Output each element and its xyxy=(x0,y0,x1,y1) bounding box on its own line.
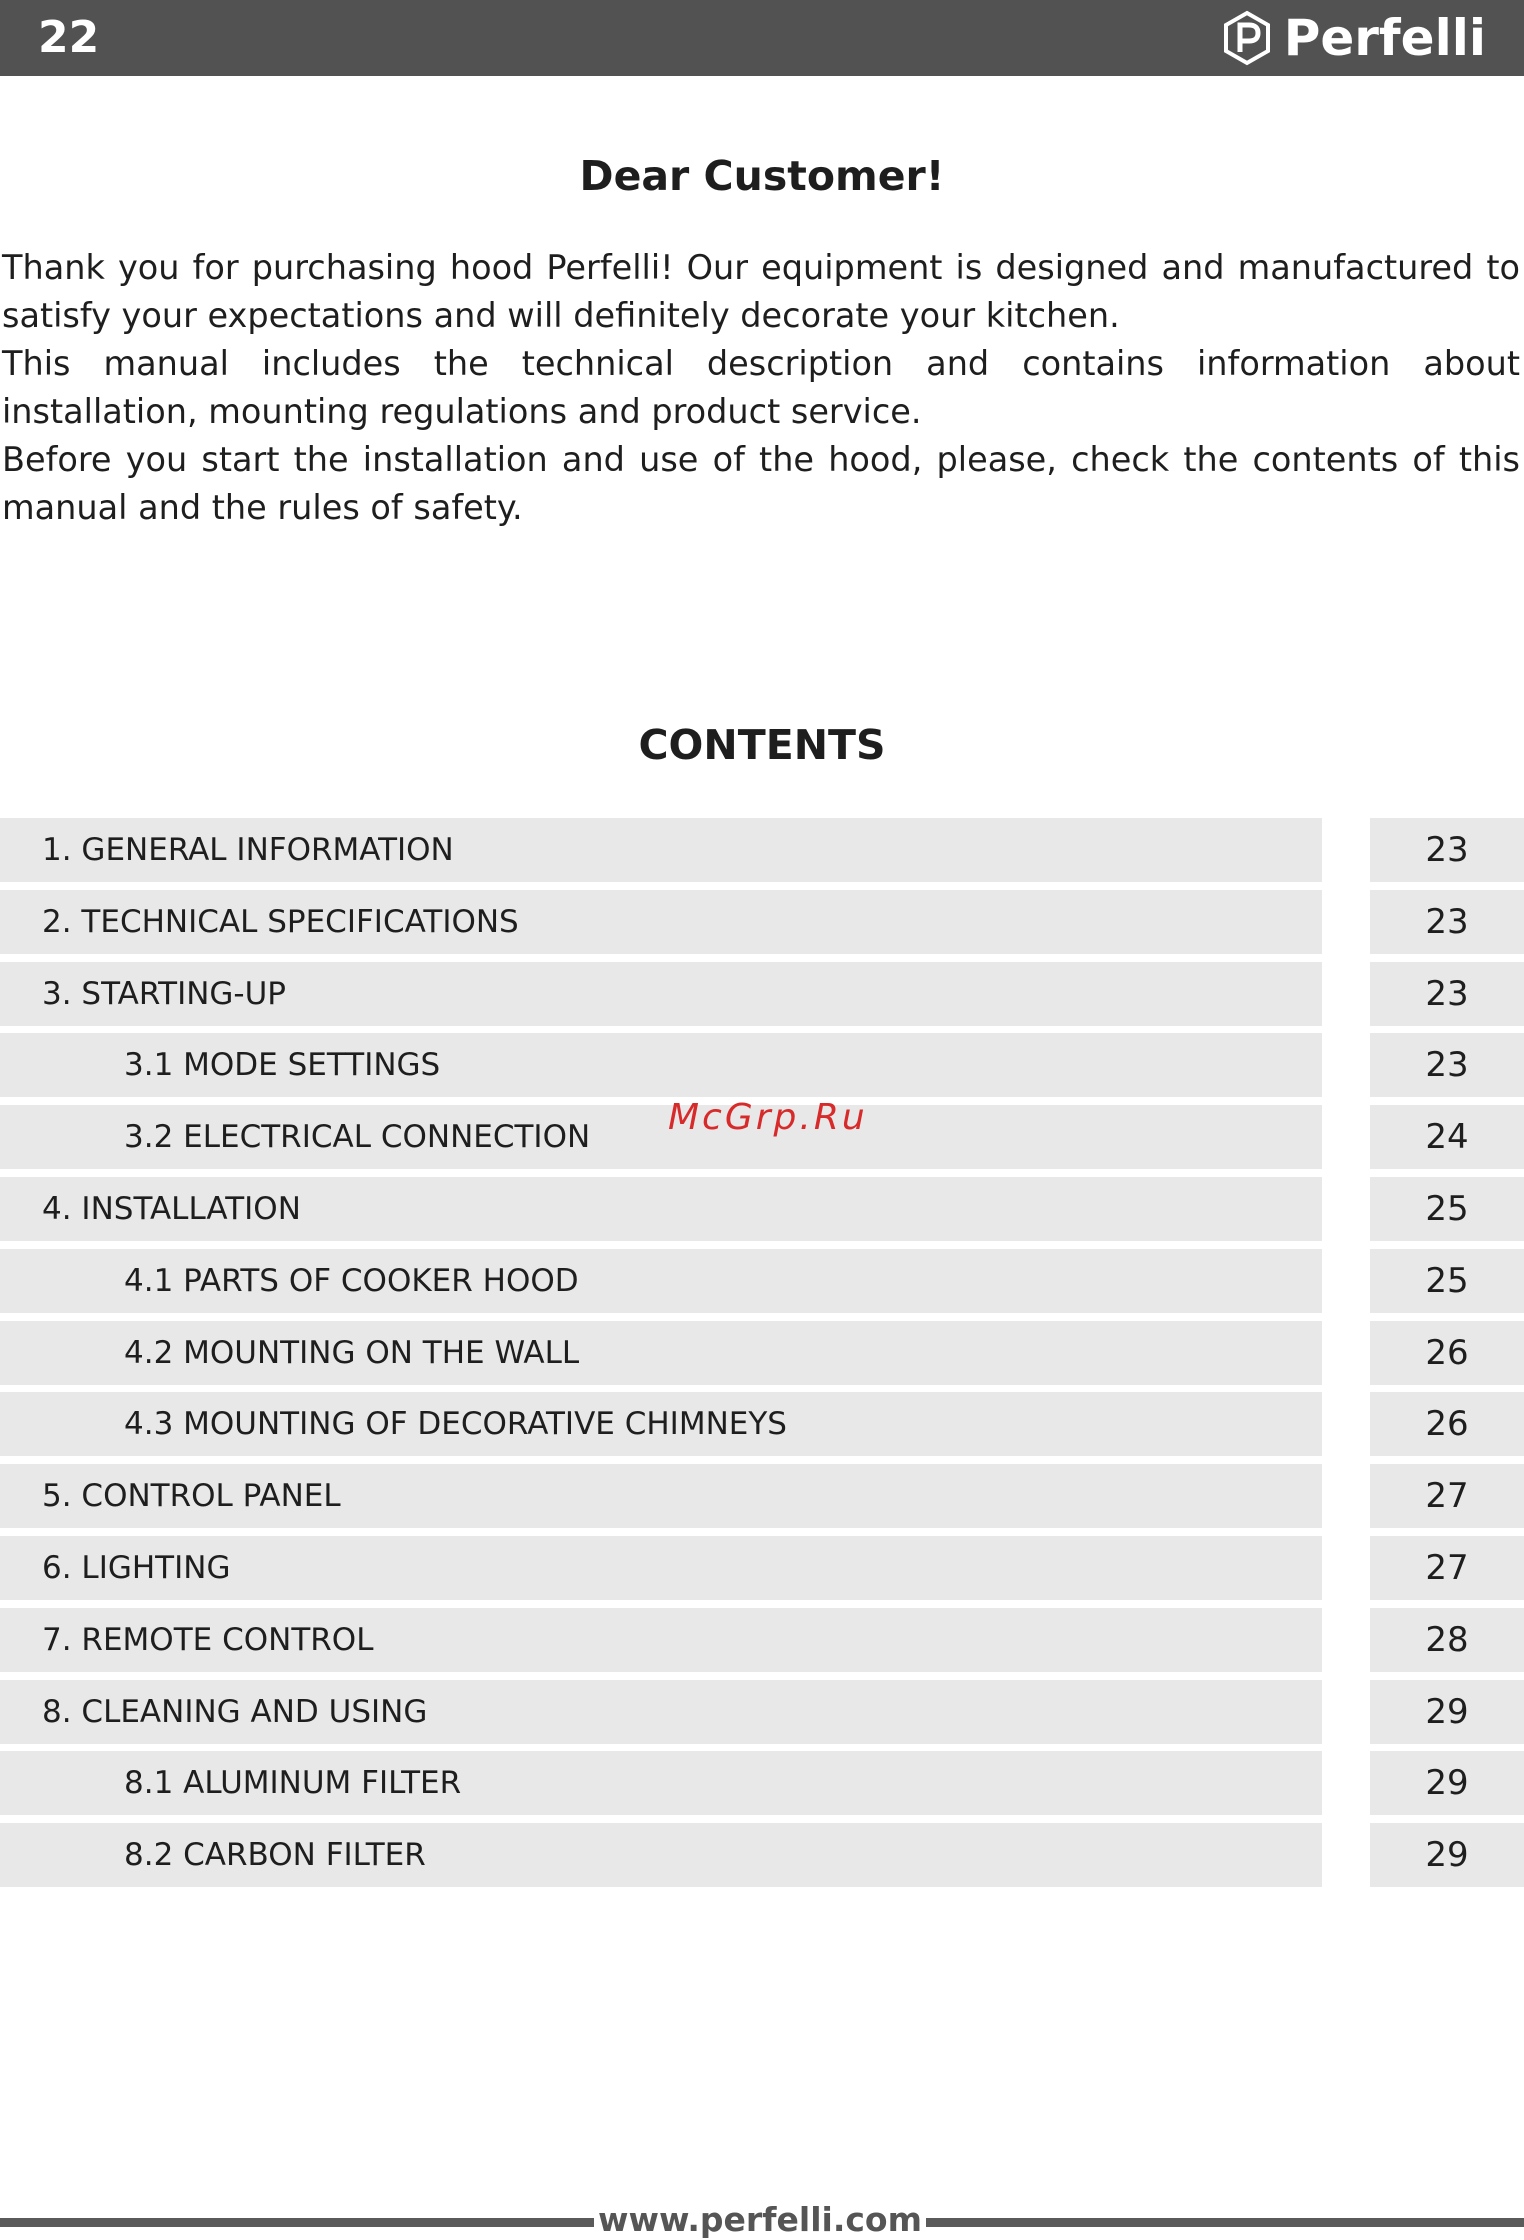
toc-entry-page: 23 xyxy=(1370,818,1524,882)
toc-row[interactable] xyxy=(0,1680,1524,1744)
toc-entry-page: 23 xyxy=(1370,962,1524,1026)
toc-entry-title: 8.2 CARBON FILTER xyxy=(0,1823,1322,1887)
toc-entry-title: 4.1 PARTS OF COOKER HOOD xyxy=(0,1249,1322,1313)
toc-row[interactable] xyxy=(0,1823,1524,1887)
intro-paragraph: This manual includes the technical description and contains information about installation, mounting regulations and product service. xyxy=(2,344,1520,431)
toc-row[interactable] xyxy=(0,1033,1524,1097)
toc-entry-title: 3. STARTING-UP xyxy=(0,962,1322,1026)
toc-entry-page: 23 xyxy=(1370,1033,1524,1097)
toc-entry-page: 27 xyxy=(1370,1536,1524,1600)
toc-entry-title: 6. LIGHTING xyxy=(0,1536,1322,1600)
toc-entry-title: 3.2 ELECTRICAL CONNECTION xyxy=(0,1105,1322,1169)
toc-entry-title: 3.1 MODE SETTINGS xyxy=(0,1033,1322,1097)
page-number: 22 xyxy=(38,12,100,63)
brand-logo xyxy=(1222,10,1486,66)
toc-row[interactable] xyxy=(0,1392,1524,1456)
toc-entry-page: 27 xyxy=(1370,1464,1524,1528)
toc-entry-title: 8. CLEANING AND USING xyxy=(0,1680,1322,1744)
toc-entry-page: 29 xyxy=(1370,1823,1524,1887)
footer-divider-left xyxy=(0,2218,594,2227)
toc-entry-title: 5. CONTROL PANEL xyxy=(0,1464,1322,1528)
footer-url[interactable]: www.perfelli.com xyxy=(598,2200,922,2239)
brand-name: Perfelli xyxy=(1283,9,1486,67)
greeting-heading: Dear Customer! xyxy=(579,152,945,200)
toc-entry-page: 24 xyxy=(1370,1105,1524,1169)
toc-entry-title: 7. REMOTE CONTROL xyxy=(0,1608,1322,1672)
toc-row[interactable] xyxy=(0,890,1524,954)
toc-entry-page: 26 xyxy=(1370,1321,1524,1385)
toc-row[interactable] xyxy=(0,818,1524,882)
intro-paragraph: Before you start the installation and use of the hood, please, check the contents of this manual and the rules of safety. xyxy=(2,440,1520,527)
toc-entry-page: 23 xyxy=(1370,890,1524,954)
perfelli-logo-icon xyxy=(1222,10,1272,66)
toc-entry-page: 28 xyxy=(1370,1608,1524,1672)
toc-row[interactable] xyxy=(0,962,1524,1026)
toc-row[interactable] xyxy=(0,1177,1524,1241)
toc-entry-title: 4.3 MOUNTING OF DECORATIVE CHIMNEYS xyxy=(0,1392,1322,1456)
toc-entry-title: 4. INSTALLATION xyxy=(0,1177,1322,1241)
toc-entry-page: 29 xyxy=(1370,1751,1524,1815)
toc-entry-title: 2. TECHNICAL SPECIFICATIONS xyxy=(0,890,1322,954)
contents-heading: CONTENTS xyxy=(638,721,886,769)
footer-divider-right xyxy=(926,2218,1524,2227)
toc-entry-page: 26 xyxy=(1370,1392,1524,1456)
toc-entry-title: 8.1 ALUMINUM FILTER xyxy=(0,1751,1322,1815)
toc-entry-page: 25 xyxy=(1370,1177,1524,1241)
watermark-text: McGrp.Ru xyxy=(668,1097,868,1138)
toc-entry-title: 1. GENERAL INFORMATION xyxy=(0,818,1322,882)
toc-row[interactable] xyxy=(0,1536,1524,1600)
toc-row[interactable] xyxy=(0,1464,1524,1528)
toc-row[interactable] xyxy=(0,1321,1524,1385)
toc-row[interactable] xyxy=(0,1249,1524,1313)
intro-text xyxy=(2,244,1520,532)
intro-paragraph: Thank you for purchasing hood Perfelli! Our equipment is designed and manufactured to satisfy your expectations and will definitely decorate your kitchen. xyxy=(2,248,1520,335)
toc-entry-title: 4.2 MOUNTING ON THE WALL xyxy=(0,1321,1322,1385)
toc-row[interactable] xyxy=(0,1608,1524,1672)
toc-entry-page: 25 xyxy=(1370,1249,1524,1313)
toc-row[interactable] xyxy=(0,1751,1524,1815)
toc-entry-page: 29 xyxy=(1370,1680,1524,1744)
page-header xyxy=(0,0,1524,76)
